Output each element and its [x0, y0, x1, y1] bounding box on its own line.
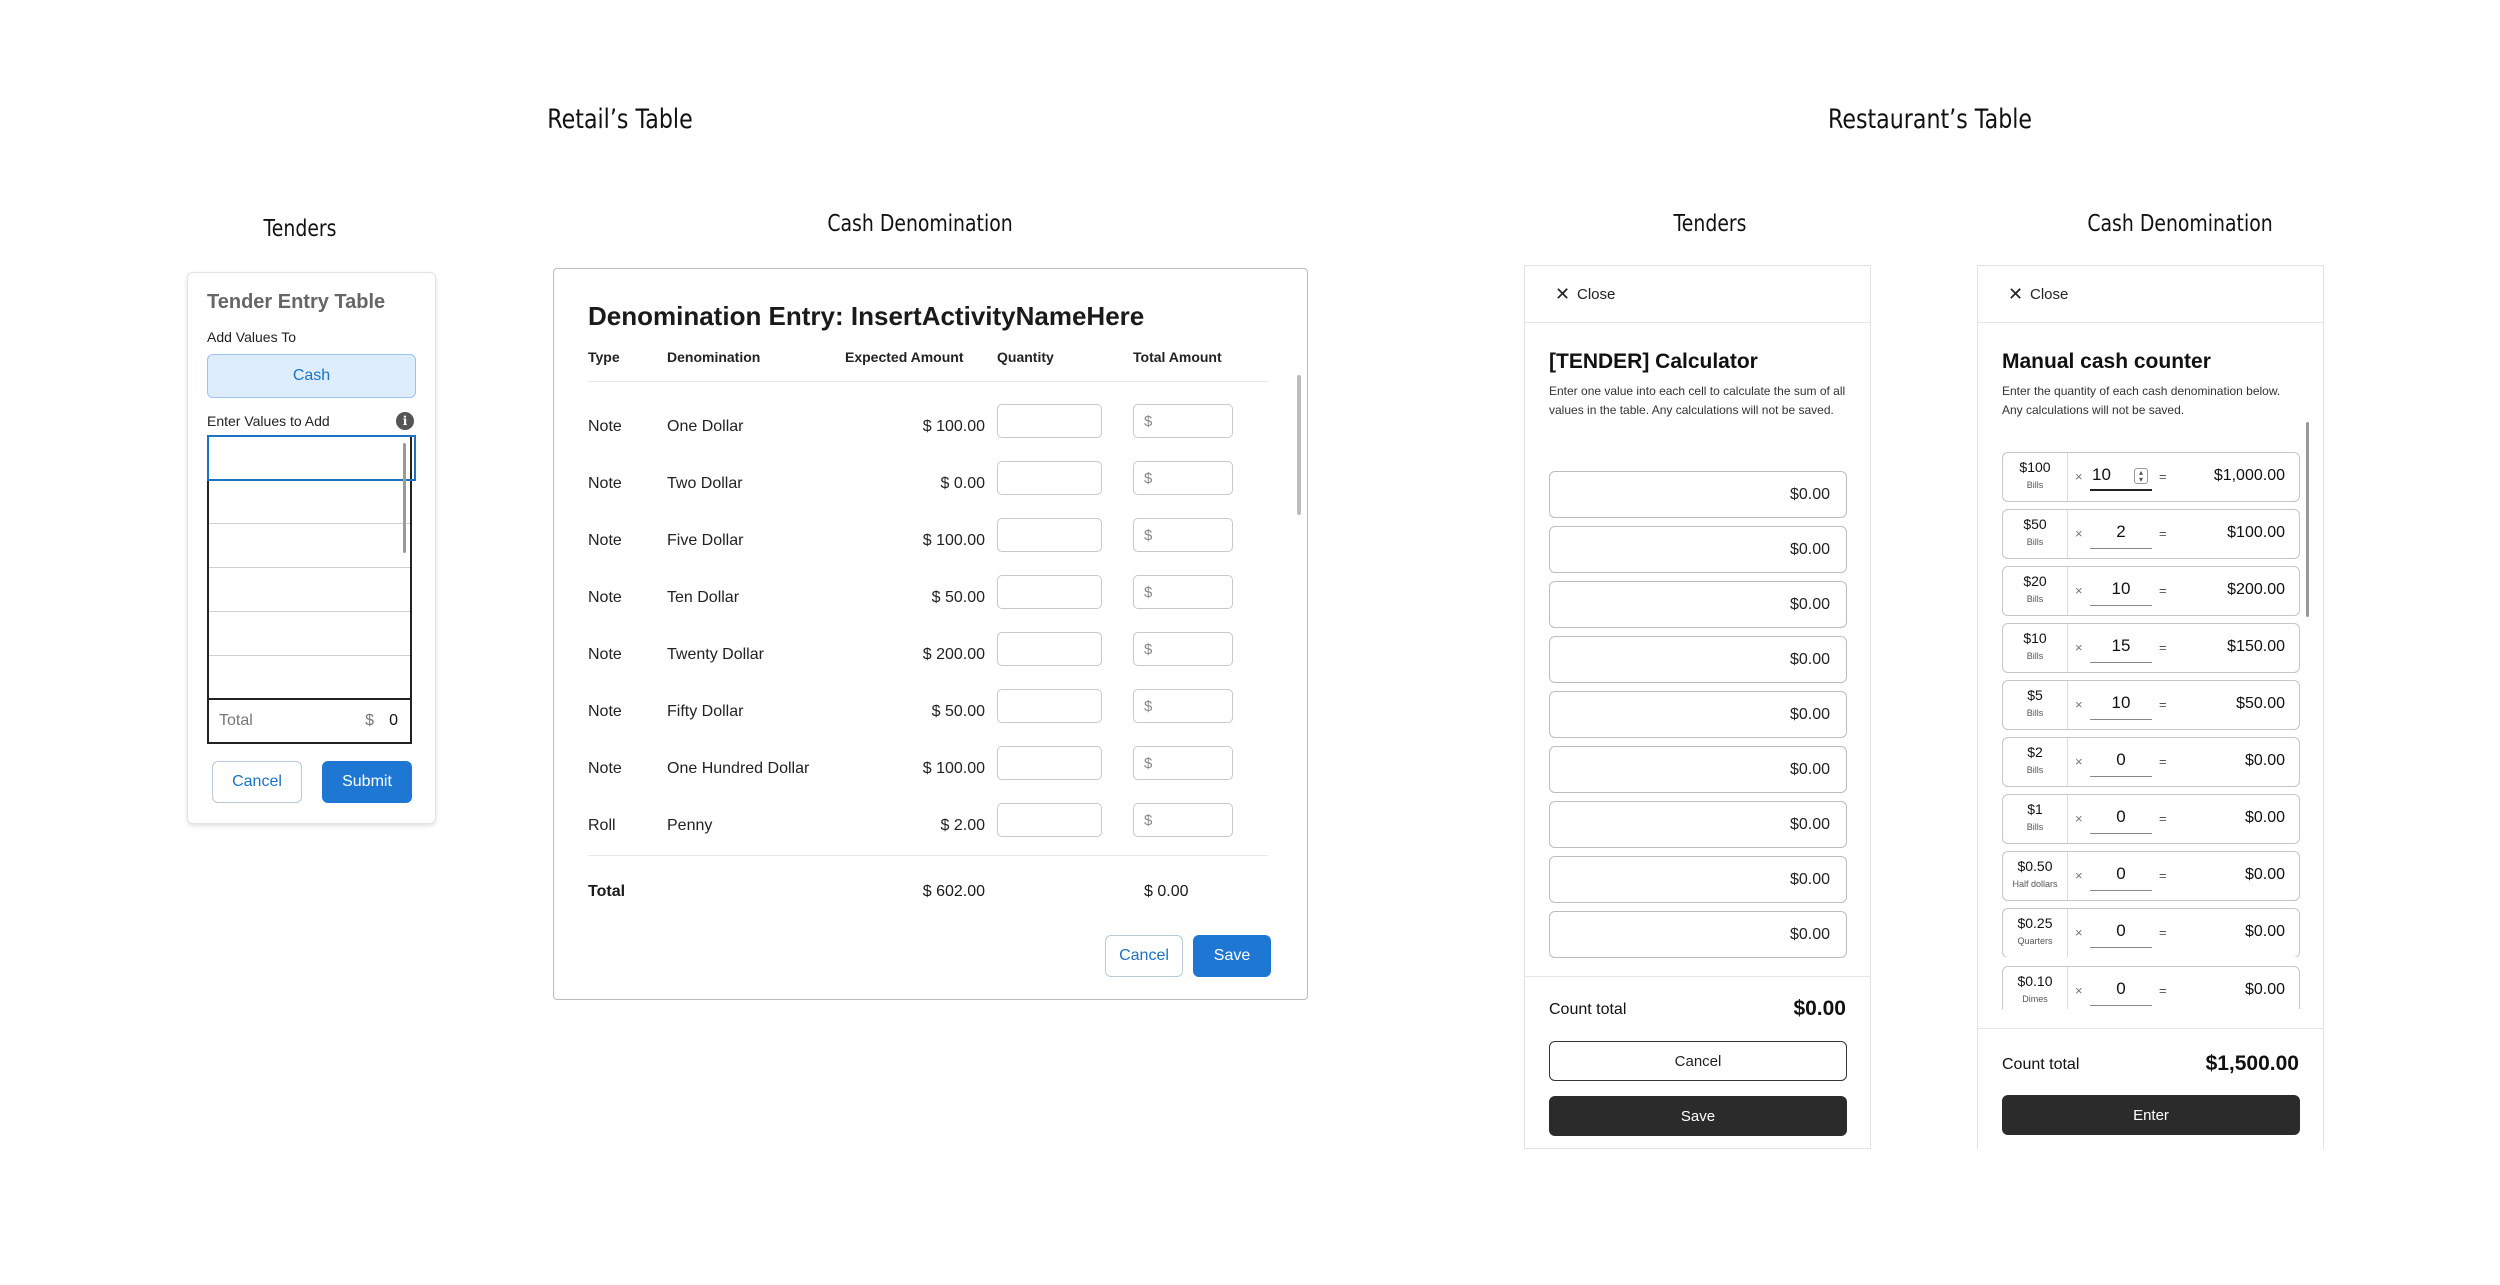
amount-input[interactable]: $0.00: [1549, 691, 1847, 738]
row-type: Note: [588, 703, 622, 720]
quantity-input[interactable]: [997, 461, 1102, 495]
tender-calculator-card: [1524, 265, 1871, 1149]
entry-input[interactable]: [209, 611, 410, 656]
equals-sign: =: [2159, 469, 2167, 484]
row-result: $200.00: [2227, 581, 2285, 598]
entry-input[interactable]: [209, 655, 410, 699]
denomination-type: Bills: [2026, 480, 2044, 490]
row-denomination: One Hundred Dollar: [667, 760, 810, 777]
row-type: Note: [588, 418, 622, 435]
denomination-total-amount: $ 0.00: [1144, 883, 1189, 900]
row-denomination: Penny: [667, 817, 713, 834]
quantity-input[interactable]: [997, 632, 1102, 666]
denomination-cell: [2003, 738, 2068, 786]
counter-row: [2002, 623, 2300, 673]
row-denomination: Ten Dollar: [667, 589, 740, 606]
row-expected: $ 0.00: [940, 475, 985, 492]
calculator-title: [TENDER] Calculator: [1549, 350, 1758, 373]
row-expected: $ 2.00: [940, 817, 985, 834]
row-result: $100.00: [2227, 524, 2285, 541]
row-denomination: Twenty Dollar: [667, 646, 764, 663]
denomination-cell: [2003, 909, 2068, 957]
denomination-type: Bills: [2026, 651, 2044, 661]
amount-input[interactable]: $0.00: [1549, 581, 1847, 628]
entry-input[interactable]: [209, 567, 410, 612]
quantity-input[interactable]: [997, 404, 1102, 438]
times-sign: ×: [2075, 583, 2083, 598]
total-amount-input[interactable]: $: [1133, 518, 1233, 552]
cash-counter-description: Enter the quantity of each cash denomination below. Any calculations will not be saved.: [2002, 384, 2281, 417]
denomination-title: Denomination Entry: InsertActivityNameHere: [588, 301, 1145, 331]
stepper-icon[interactable]: ▴ ▾: [2134, 468, 2148, 484]
close-icon[interactable]: ✕: [1555, 284, 1571, 304]
quantity-stepper[interactable]: [2090, 465, 2152, 491]
denomination-value: $2: [2027, 744, 2043, 760]
quantity-input[interactable]: 2: [2090, 522, 2152, 549]
counter-list: [1978, 452, 2323, 957]
total-amount-input[interactable]: $: [1133, 575, 1233, 609]
row-denomination: One Dollar: [667, 418, 744, 435]
counter-footer: [1978, 1028, 2323, 1149]
counter-row: [2002, 566, 2300, 616]
times-sign: ×: [2075, 640, 2083, 655]
equals-sign: =: [2159, 868, 2167, 883]
row-expected: $ 200.00: [922, 646, 985, 663]
retail-heading: Retail’s Table: [547, 104, 693, 135]
row-result: $0.00: [2244, 866, 2285, 883]
counter-row: [2002, 737, 2300, 787]
counter-row: [2002, 452, 2300, 502]
denomination-value: $1: [2027, 801, 2043, 817]
denomination-type: Half dollars: [2012, 879, 2058, 889]
calculator-save-button[interactable]: Save: [1549, 1096, 1847, 1136]
denomination-scrollbar[interactable]: [1297, 375, 1301, 515]
times-sign: ×: [2075, 697, 2083, 712]
col-quantity: Quantity: [997, 349, 1054, 365]
cash-counter-title: Manual cash counter: [2002, 350, 2211, 373]
close-button[interactable]: Close: [1577, 286, 1616, 303]
row-type: Roll: [588, 817, 616, 834]
denomination-card: [553, 268, 1308, 1000]
denomination-cell: [2003, 681, 2068, 729]
counter-row: [2002, 794, 2300, 844]
tender-cancel-button[interactable]: Cancel: [212, 761, 302, 803]
denomination-type: Bills: [2026, 594, 2044, 604]
row-denomination: Fifty Dollar: [667, 703, 744, 720]
total-amount-input[interactable]: $: [1133, 803, 1233, 837]
close-row: [1525, 266, 1870, 323]
quantity-input[interactable]: [997, 575, 1102, 609]
col-expected: Expected Amount: [845, 349, 964, 365]
quantity-input[interactable]: 0: [2090, 864, 2152, 891]
enter-values-label: Enter Values to Add: [207, 413, 330, 429]
denomination-total-label: Total: [588, 883, 626, 900]
entry-scrollbar[interactable]: [403, 443, 406, 553]
denomination-type: Quarters: [2017, 936, 2053, 946]
row-expected: $ 100.00: [922, 418, 985, 435]
denomination-value: $50: [2023, 516, 2047, 532]
row-denomination: Five Dollar: [667, 532, 744, 549]
row-result: $50.00: [2236, 695, 2285, 712]
row-type: Note: [588, 760, 622, 777]
calculator-footer: [1525, 976, 1870, 1149]
counter-row: [2002, 908, 2300, 957]
times-sign: ×: [2075, 526, 2083, 541]
amount-input[interactable]: $0.00: [1549, 526, 1847, 573]
denomination-value: $0.25: [2017, 915, 2053, 931]
row-expected: $ 100.00: [922, 532, 985, 549]
quantity-input[interactable]: 10: [2090, 693, 2152, 720]
quantity-input[interactable]: 0: [2090, 750, 2152, 777]
col-total: Total Amount: [1133, 349, 1222, 365]
times-sign: ×: [2075, 811, 2083, 826]
row-type: Note: [588, 532, 622, 549]
retail-cash-heading: Cash Denomination: [827, 211, 1013, 237]
counter-row: [2002, 509, 2300, 559]
col-denomination: Denomination: [667, 349, 761, 365]
quantity-input[interactable]: [997, 518, 1102, 552]
entry-total-label: Total: [219, 712, 253, 729]
row-type: Note: [588, 646, 622, 663]
times-sign: ×: [2075, 469, 2083, 484]
row-result: $0.00: [2244, 923, 2285, 940]
entry-total-value: 0: [389, 712, 398, 729]
quantity-value: 10: [2092, 465, 2111, 484]
denomination-value: $0.50: [2017, 858, 2053, 874]
denomination-value: $5: [2027, 687, 2043, 703]
denomination-save-button[interactable]: Save: [1193, 935, 1271, 977]
equals-sign: =: [2159, 526, 2167, 541]
denomination-cell: [2003, 624, 2068, 672]
equals-sign: =: [2159, 640, 2167, 655]
equals-sign: =: [2159, 697, 2167, 712]
denomination-value: $10: [2023, 630, 2047, 646]
times-sign: ×: [2075, 983, 2083, 998]
col-type: Type: [588, 349, 620, 365]
entry-total-currency: $: [365, 712, 374, 729]
close-row: [1978, 266, 2323, 323]
add-values-label: Add Values To: [207, 329, 296, 345]
entry-input[interactable]: [209, 479, 410, 524]
table-row: [588, 811, 1268, 868]
row-type: Note: [588, 589, 622, 606]
equals-sign: =: [2159, 583, 2167, 598]
cash-button[interactable]: Cash: [207, 354, 416, 398]
restaurant-heading: Restaurant’s Table: [1827, 104, 2033, 135]
quantity-input[interactable]: 0: [2090, 979, 2152, 1006]
quantity-input[interactable]: 0: [2090, 807, 2152, 834]
row-expected: $ 50.00: [931, 589, 985, 606]
quantity-input[interactable]: 0: [2090, 921, 2152, 948]
calculator-cancel-button[interactable]: Cancel: [1549, 1041, 1847, 1081]
amount-input[interactable]: $0.00: [1549, 856, 1847, 903]
times-sign: ×: [2075, 754, 2083, 769]
row-result: $0.00: [2244, 809, 2285, 826]
equals-sign: =: [2159, 983, 2167, 998]
counter-enter-button[interactable]: Enter: [2002, 1095, 2300, 1135]
quantity-input[interactable]: [997, 803, 1102, 837]
entry-total-row: [209, 698, 410, 742]
counter-total-value: $1,500.00: [2205, 1052, 2299, 1075]
quantity-input[interactable]: 15: [2090, 636, 2152, 663]
equals-sign: =: [2159, 811, 2167, 826]
times-sign: ×: [2075, 868, 2083, 883]
counter-list-tail: [1978, 954, 2323, 1009]
denomination-type: Dimes: [2022, 994, 2048, 1004]
total-divider: [588, 855, 1268, 856]
count-total-label: Count total: [1549, 1001, 1627, 1018]
row-result: $150.00: [2227, 638, 2285, 655]
amount-input[interactable]: $0.00: [1549, 636, 1847, 683]
row-denomination: Two Dollar: [667, 475, 743, 492]
denomination-value: $0.10: [2017, 973, 2053, 989]
entry-table: [207, 435, 412, 744]
total-amount-input[interactable]: $: [1133, 632, 1233, 666]
calculator-description: Enter one value into each cell to calculate the sum of all values in the table. Any calculations will not be saved.: [1549, 384, 1846, 417]
restaurant-tenders-heading: Tenders: [1673, 211, 1747, 237]
quantity-input[interactable]: 10: [2090, 579, 2152, 606]
denomination-type: Bills: [2026, 765, 2044, 775]
denomination-type: Bills: [2026, 822, 2044, 832]
amount-input[interactable]: $0.00: [1549, 471, 1847, 518]
counter-row: [2002, 851, 2300, 901]
denomination-cell: [2003, 453, 2068, 501]
denomination-cell: [2003, 852, 2068, 900]
row-result: $1,000.00: [2213, 467, 2285, 484]
quantity-input[interactable]: [997, 746, 1102, 780]
restaurant-cash-heading: Cash Denomination: [2087, 211, 2273, 237]
tender-entry-title: Tender Entry Table: [207, 291, 386, 313]
close-button[interactable]: Close: [2030, 286, 2069, 303]
equals-sign: =: [2159, 925, 2167, 940]
total-amount-input[interactable]: $: [1133, 746, 1233, 780]
denomination-cancel-button[interactable]: Cancel: [1105, 935, 1183, 977]
quantity-input[interactable]: [997, 689, 1102, 723]
total-amount-input[interactable]: $: [1133, 461, 1233, 495]
row-expected: $ 100.00: [922, 760, 985, 777]
info-icon[interactable]: i: [396, 412, 414, 430]
denomination-total-expected: $ 602.00: [922, 883, 985, 900]
count-total-value: $0.00: [1793, 997, 1846, 1020]
counter-row: [2002, 680, 2300, 730]
retail-tenders-heading: Tenders: [263, 216, 337, 242]
amount-input[interactable]: $0.00: [1549, 911, 1847, 958]
header-divider: [588, 381, 1268, 382]
amount-input[interactable]: $0.00: [1549, 746, 1847, 793]
counter-total-label: Count total: [2002, 1056, 2080, 1073]
denomination-type: Bills: [2026, 537, 2044, 547]
denomination-cell: [2003, 510, 2068, 558]
denomination-type: Bills: [2026, 708, 2044, 718]
row-type: Note: [588, 475, 622, 492]
total-amount-input[interactable]: $: [1133, 404, 1233, 438]
denomination-cell: [2003, 967, 2068, 1009]
close-icon[interactable]: ✕: [2008, 284, 2024, 304]
times-sign: ×: [2075, 925, 2083, 940]
amount-input[interactable]: $0.00: [1549, 801, 1847, 848]
tender-entry-card: [187, 272, 436, 824]
denomination-cell: [2003, 795, 2068, 843]
counter-row: [2002, 966, 2300, 1009]
entry-input-active[interactable]: [207, 435, 416, 481]
row-expected: $ 50.00: [931, 703, 985, 720]
entry-input[interactable]: [209, 523, 410, 568]
row-result: $0.00: [2244, 981, 2285, 998]
denomination-cell: [2003, 567, 2068, 615]
cash-counter-card: [1977, 265, 2324, 1149]
denomination-value: $20: [2023, 573, 2047, 589]
equals-sign: =: [2159, 754, 2167, 769]
row-result: $0.00: [2244, 752, 2285, 769]
tender-submit-button[interactable]: Submit: [322, 761, 412, 803]
total-amount-input[interactable]: $: [1133, 689, 1233, 723]
denomination-value: $100: [2019, 459, 2051, 475]
